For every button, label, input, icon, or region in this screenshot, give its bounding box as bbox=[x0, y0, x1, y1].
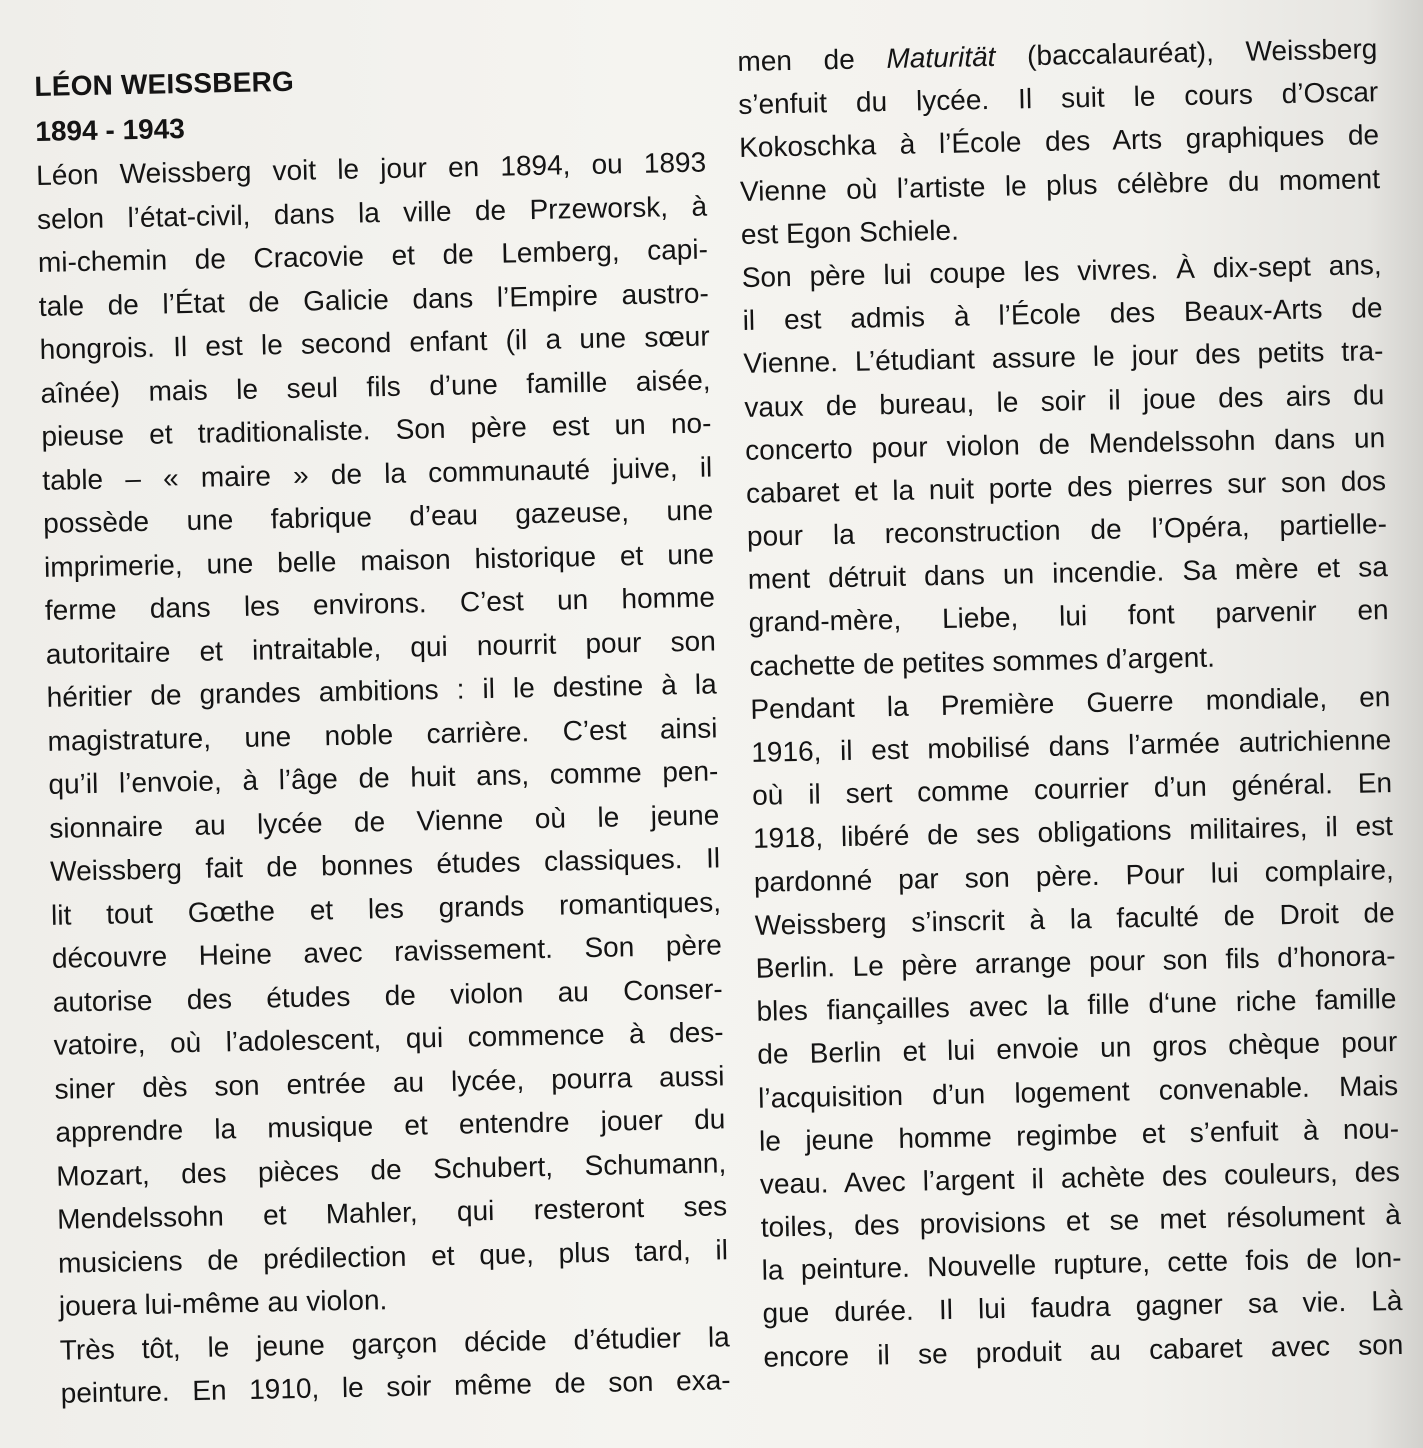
text-line: imprimerie, une belle maison historique et une bbox=[43, 537, 715, 583]
right-column bbox=[737, 27, 1404, 1378]
text-line: ferme dans les environs. C’est un homme bbox=[44, 581, 716, 626]
text-line: pieuse et traditionaliste. Son père est un no- bbox=[41, 407, 712, 452]
italic-term: Maturität bbox=[886, 40, 996, 75]
text-line: veau. Avec l’argent il achète des couleurs, des bbox=[759, 1155, 1401, 1200]
text-line: tale de l’État de Galicie dans l’Empire austro- bbox=[38, 277, 710, 322]
text-line: ment détruit dans un incendie. Sa mère et sa bbox=[747, 551, 1389, 596]
text-line: cachette de petites sommes d’argent. bbox=[749, 641, 1216, 682]
text-line: le jeune homme regimbe et s’enfuit à nou- bbox=[758, 1112, 1400, 1157]
text-line: héritier de grandes ambitions : il le destine à la bbox=[46, 668, 717, 713]
left-column bbox=[34, 51, 731, 1416]
text-line: Kokoschka à l’École des Arts graphiques de bbox=[738, 119, 1380, 164]
text-line: aînée) mais le seul fils d’une famille aisée, bbox=[40, 363, 711, 409]
text-line: est Egon Schiele. bbox=[740, 214, 960, 250]
text-line: Berlin. Le père arrange pour son fils d’honora- bbox=[755, 939, 1396, 984]
text-line: Très tôt, le jeune garçon décide d’étudier la bbox=[59, 1320, 730, 1366]
text-line: table – « maire » de la communauté juive, il bbox=[42, 450, 713, 496]
text-line: musiciens de prédilection et que, plus tard, il bbox=[57, 1233, 729, 1279]
text-line: vatoire, où l’adolescent, qui commence à des- bbox=[53, 1016, 724, 1061]
text-line: Weissberg fait de bonnes études classiques. Il bbox=[49, 842, 721, 887]
text-line: grand-mère, Liebe, lui font parvenir en bbox=[748, 594, 1389, 639]
text-line: bles fiançailles avec la fille d‘une riche famille bbox=[756, 983, 1397, 1027]
text-line: cabaret et la nuit porte des pierres sur son dos bbox=[745, 464, 1387, 509]
text-line: autoritaire et intraitable, qui nourrit pour son bbox=[45, 624, 717, 670]
text-line: l’acquisition d’un logement convenable. Mais bbox=[757, 1069, 1399, 1114]
text-line: de Berlin et lui envoie un gros chèque pour bbox=[757, 1026, 1398, 1071]
text-line: gue durée. Il lui faudra gagner sa vie. Là bbox=[762, 1285, 1403, 1330]
text-line: jouera lui-même au violon. bbox=[58, 1284, 388, 1322]
text-line: toiles, des provisions et se met résolument à bbox=[760, 1198, 1402, 1243]
text-line: Vienne. L’étudiant assure le jour des petits tra- bbox=[743, 335, 1384, 380]
text-line: 1916, il est mobilisé dans l’armée autrichienne bbox=[750, 724, 1392, 768]
biography-title: LÉON WEISSBERG bbox=[34, 65, 295, 102]
text-line: s’enfuit du lycée. Il suit le cours d’Oscar bbox=[737, 76, 1379, 121]
text-fragment: men de bbox=[737, 43, 887, 77]
text-line: 1918, libéré de ses obligations militaires, il est bbox=[752, 810, 1394, 855]
text-line: Weissberg s’inscrit à la faculté de Droit de bbox=[754, 896, 1395, 941]
text-line: Mendelssohn et Mahler, qui resteront ses bbox=[56, 1190, 728, 1235]
text-line: siner dès son entrée au lycée, pourra aussi bbox=[54, 1059, 725, 1105]
text-line: où il sert comme courrier d’un général. En bbox=[751, 767, 1393, 812]
text-line: autorise des études de violon au Conser- bbox=[52, 972, 724, 1018]
left-column-text bbox=[36, 141, 731, 1416]
text-line: peinture. En 1910, le soir même de son exa- bbox=[60, 1364, 731, 1409]
text-line: sionnaire au lycée de Vienne où le jeune bbox=[49, 798, 720, 844]
text-line: vaux de bureau, le soir il joue des airs du bbox=[744, 378, 1385, 423]
text-line: selon l’état-civil, dans la ville de Przeworsk, à bbox=[36, 190, 708, 235]
text-line: possède une fabrique d’eau gazeuse, une bbox=[42, 494, 714, 539]
text-line: il est admis à l’École des Beaux-Arts de bbox=[742, 292, 1383, 337]
text-line: Mozart, des pièces de Schubert, Schumann, bbox=[56, 1146, 727, 1192]
text-line: concerto pour violon de Mendelssohn dans un bbox=[744, 421, 1386, 466]
text-line: Vienne où l’artiste le plus célèbre du moment bbox=[739, 162, 1381, 207]
text-line: la peinture. Nouvelle rupture, cette fois de lon- bbox=[761, 1242, 1402, 1286]
text-line: pardonné par son père. Pour lui complaire, bbox=[753, 853, 1395, 898]
text-line: Léon Weissberg voit le jour en 1894, ou 1893 bbox=[35, 146, 707, 191]
life-years: 1894 - 1943 bbox=[35, 112, 186, 147]
text-line: encore il se produit au cabaret avec son bbox=[763, 1328, 1404, 1373]
text-line: magistrature, une noble carrière. C’est ainsi bbox=[47, 711, 718, 757]
text-line: hongrois. Il est le second enfant (il a une sœur bbox=[39, 320, 710, 365]
text-line: Pendant la Première Guerre mondiale, en bbox=[750, 680, 1391, 725]
text-line: qu’il l’envoie, à l’âge de huit ans, comme pen- bbox=[48, 755, 719, 800]
text-line: lit tout Gœthe et les grands romantiques, bbox=[50, 885, 722, 931]
text-line: mi-chemin de Cracovie et de Lemberg, capi- bbox=[37, 233, 709, 278]
text-line: pour la reconstruction de l’Opéra, partielle- bbox=[746, 508, 1388, 552]
text-fragment: (baccalauréat), Weissberg bbox=[995, 33, 1378, 72]
text-line: découvre Heine avec ravissement. Son père bbox=[51, 929, 723, 974]
text-line: Son père lui coupe les vivres. À dix-sept ans, bbox=[741, 249, 1382, 293]
text-line: apprendre la musique et entendre jouer du bbox=[55, 1103, 726, 1148]
